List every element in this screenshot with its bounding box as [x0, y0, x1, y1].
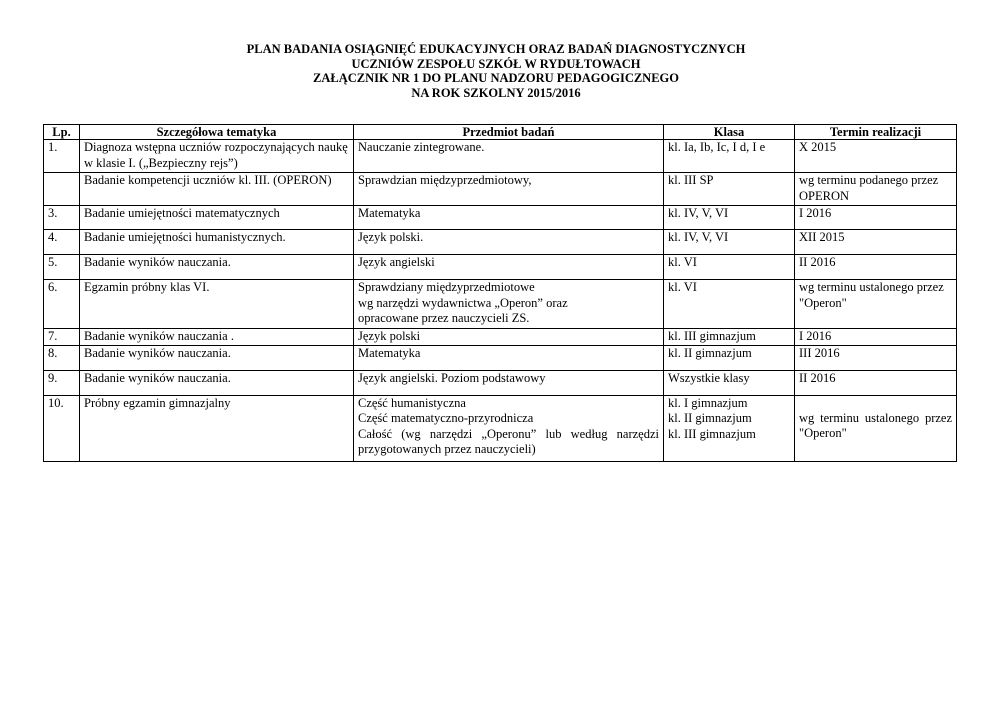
- cell-termin: II 2016: [795, 255, 957, 280]
- cell-klasa: kl. IV, V, VI: [664, 206, 795, 230]
- cell-przedmiot: Matematyka: [354, 345, 664, 370]
- cell-termin: II 2016: [795, 370, 957, 395]
- cell-przedmiot: Język angielski. Poziom podstawowy: [354, 370, 664, 395]
- cell-przedmiot: Nauczanie zintegrowane.: [354, 140, 664, 173]
- cell-lp: 6.: [44, 280, 80, 329]
- cell-lp: 7.: [44, 329, 80, 346]
- cell-przedmiot: Matematyka: [354, 206, 664, 230]
- plan-table: [43, 124, 957, 462]
- cell-przedmiot: [354, 395, 664, 461]
- cell-termin: [795, 395, 957, 461]
- klasa-line: kl. III gimnazjum: [668, 426, 756, 441]
- table-row: [44, 329, 957, 346]
- cell-lp: 3.: [44, 206, 80, 230]
- cell-lp: [44, 173, 80, 206]
- cell-klasa: kl. III SP: [664, 173, 795, 206]
- przedmiot-line: Całość (wg narzędzi „Operonu” lub według narzędzi przygotowanych przez nauczycieli): [358, 426, 659, 456]
- table-row: [44, 280, 957, 329]
- table-row: [44, 370, 957, 395]
- column-header-klasa: Klasa: [664, 125, 795, 140]
- cell-klasa: kl. VI: [664, 280, 795, 329]
- header-line-3: ZAŁĄCZNIK NR 1 DO PLANU NADZORU PEDAGOGICZNEGO: [313, 71, 679, 85]
- cell-tematyka: Próbny egzamin gimnazjalny: [80, 395, 354, 461]
- cell-tematyka: Badanie wyników nauczania.: [80, 345, 354, 370]
- termin-text: wg terminu ustalonego przez "Operon": [799, 410, 952, 440]
- cell-termin: I 2016: [795, 329, 957, 346]
- cell-termin: XII 2015: [795, 230, 957, 255]
- table-header-row: [44, 125, 957, 140]
- cell-termin: X 2015: [795, 140, 957, 173]
- cell-przedmiot: Sprawdzian międzyprzedmiotowy,: [354, 173, 664, 206]
- cell-klasa: kl. IV, V, VI: [664, 230, 795, 255]
- cell-termin: I 2016: [795, 206, 957, 230]
- cell-lp: 10.: [44, 395, 80, 461]
- przedmiot-line: Część matematyczno-przyrodnicza: [358, 411, 534, 425]
- table-row: [44, 345, 957, 370]
- cell-tematyka: Badanie kompetencji uczniów kl. III. (OPERON): [80, 173, 354, 206]
- cell-termin: III 2016: [795, 345, 957, 370]
- cell-przedmiot: Język polski.: [354, 230, 664, 255]
- przedmiot-line: Sprawdziany międzyprzedmiotowe: [358, 280, 535, 294]
- column-header-przedmiot: Przedmiot badań: [354, 125, 664, 140]
- document-header: [0, 42, 992, 100]
- klasa-line: kl. II gimnazjum: [668, 411, 752, 425]
- cell-przedmiot: Język angielski: [354, 255, 664, 280]
- cell-tematyka: Diagnoza wstępna uczniów rozpoczynających naukę w klasie I. („Bezpieczny rejs”): [80, 140, 354, 173]
- przedmiot-line: opracowane przez nauczycieli ZS.: [358, 311, 530, 325]
- table-row: [44, 173, 957, 206]
- header-line-1: PLAN BADANIA OSIĄGNIĘĆ EDUKACYJNYCH ORAZ BADAŃ DIAGNOSTYCZNYCH: [246, 42, 746, 56]
- cell-przedmiot: [354, 280, 664, 329]
- cell-tematyka: Badanie umiejętności humanistycznych.: [80, 230, 354, 255]
- cell-tematyka: Egzamin próbny klas VI.: [80, 280, 354, 329]
- cell-klasa: kl. VI: [664, 255, 795, 280]
- table-row: [44, 140, 957, 173]
- cell-tematyka: Badanie wyników nauczania .: [80, 329, 354, 346]
- header-line-2: UCZNIÓW ZESPOŁU SZKÓŁ W RYDUŁTOWACH: [351, 56, 641, 71]
- cell-klasa: kl. II gimnazjum: [664, 345, 795, 370]
- cell-przedmiot: Język polski: [354, 329, 664, 346]
- cell-klasa: kl. Ia, Ib, Ic, I d, I e: [664, 140, 795, 173]
- table-row: [44, 206, 957, 230]
- przedmiot-line: wg narzędzi wydawnictwa „Operon” oraz: [358, 295, 568, 310]
- cell-klasa: Wszystkie klasy: [664, 370, 795, 395]
- cell-tematyka: Badanie wyników nauczania.: [80, 370, 354, 395]
- cell-lp: 4.: [44, 230, 80, 255]
- klasa-line: kl. I gimnazjum: [668, 395, 748, 410]
- cell-lp: 8.: [44, 345, 80, 370]
- cell-lp: 9.: [44, 370, 80, 395]
- cell-termin: wg terminu podanego przez OPERON: [795, 173, 957, 206]
- cell-klasa: [664, 395, 795, 461]
- column-header-termin: Termin realizacji: [795, 125, 957, 140]
- przedmiot-line: Część humanistyczna: [358, 395, 466, 410]
- table-row: [44, 255, 957, 280]
- column-header-tematyka: Szczegółowa tematyka: [80, 125, 354, 140]
- column-header-lp: Lp.: [44, 125, 80, 140]
- cell-tematyka: Badanie wyników nauczania.: [80, 255, 354, 280]
- table-row: [44, 395, 957, 461]
- cell-klasa: kl. III gimnazjum: [664, 329, 795, 346]
- cell-termin: wg terminu ustalonego przez "Operon": [795, 280, 957, 329]
- table-row: [44, 230, 957, 255]
- cell-lp: 5.: [44, 255, 80, 280]
- cell-lp: 1.: [44, 140, 80, 173]
- cell-tematyka: Badanie umiejętności matematycznych: [80, 206, 354, 230]
- header-line-4: NA ROK SZKOLNY 2015/2016: [411, 85, 581, 100]
